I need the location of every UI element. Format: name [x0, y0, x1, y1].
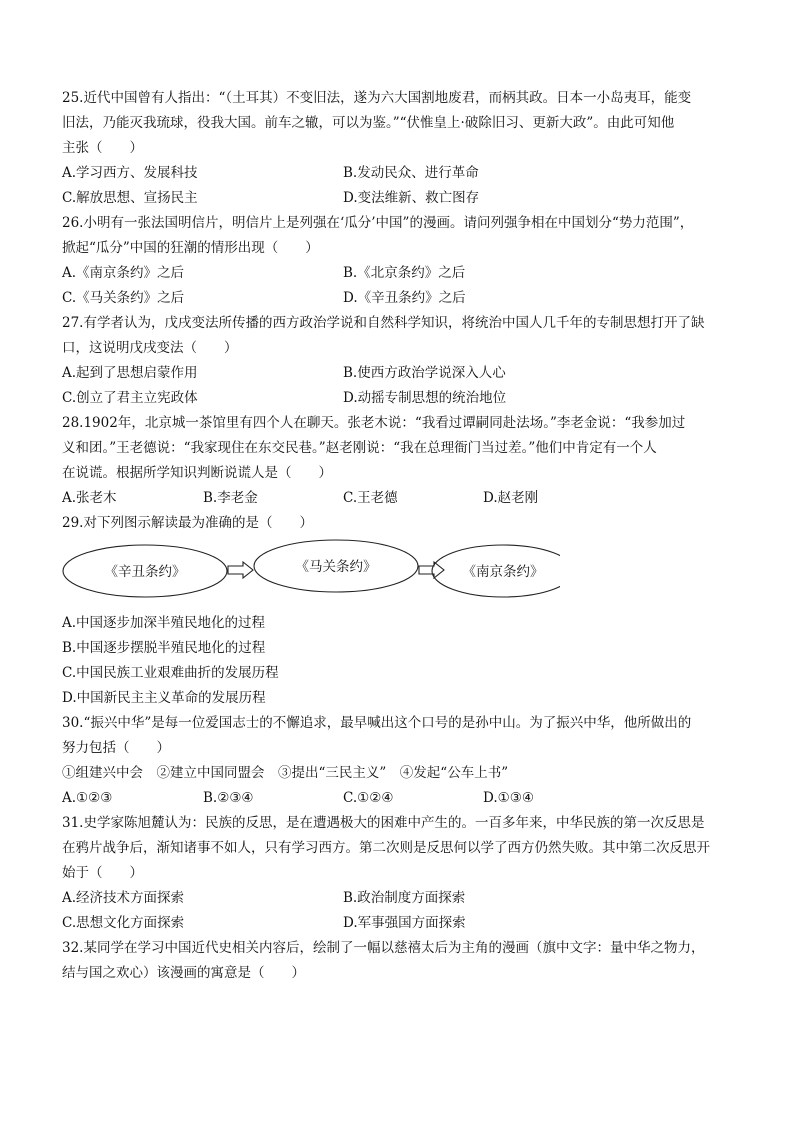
q29-option-a: A.中国逐步加深半殖民地化的过程 — [62, 615, 266, 631]
q28-option-d: D.赵老刚 — [483, 490, 539, 506]
q27-option-a: A.起到了思想启蒙作用 — [62, 365, 198, 381]
q25-option-c: C.解放思想、宣扬民主 — [62, 190, 198, 206]
q28-stem-line2: 义和团。”王老德说：“我家现住在东交民巷。”赵老刚说：“我在总理衙门当过差。”他们中肯定有一个人 — [62, 440, 657, 456]
q29-stem-line1: 29.对下列图示解读最为准确的是（ ） — [62, 515, 313, 531]
q26-stem-line1: 26.小明有一张法国明信片，明信片上是列强在‘瓜分’中国”的漫画。请问列强争相在中国划分“势力范围”， — [62, 215, 694, 231]
q30-stem-line1: 30.“振兴中华”是每一位爱国志士的不懈追求，最早喊出这个口号的是孙中山。为了振兴中华，他所做出的 — [62, 715, 692, 731]
q29-option-b: B.中国逐步摆脱半殖民地化的过程 — [62, 640, 266, 656]
q31-stem-line1: 31.史学家陈旭麓认为：民族的反思，是在遭遇极大的困难中产生的。一百多年来，中华民族的第一次反思是 — [62, 815, 705, 831]
q30-stem-line2: 努力包括（ ） — [62, 740, 170, 756]
q31-option-c: C.思想文化方面探索 — [62, 915, 185, 931]
q26-option-c: C.《马关条约》之后 — [62, 290, 185, 306]
q27-option-d: D.动摇专制思想的统治地位 — [343, 390, 507, 406]
q26-stem-line2: 掀起“瓜分”中国的狂潮的情形出现（ ） — [62, 240, 319, 256]
q28-stem-line1: 28.1902年，北京城一茶馆里有四个人在聊天。张老木说：“我看过谭嗣同赴法场。”李老金说：“我参加过 — [62, 415, 686, 431]
q31-option-b: B.政治制度方面探索 — [343, 890, 466, 906]
q25-option-a: A.学习西方、发展科技 — [62, 165, 198, 181]
q27-option-b: B.使西方政治学说深入人心 — [343, 365, 506, 381]
q30-option-b: B.②③④ — [203, 790, 254, 806]
q26-option-a: A.《南京条约》之后 — [62, 265, 185, 281]
diagram-node-1-label: 《辛丑条约》 — [104, 564, 186, 580]
q29-option-d: D.中国新民主主义革命的发展历程 — [62, 690, 266, 706]
diagram-arrow-1-icon — [228, 562, 253, 578]
diagram-node-3-label: 《南京条约》 — [462, 564, 544, 580]
diagram-node-2-label: 《马关条约》 — [295, 559, 377, 575]
q25-option-d: D.变法维新、救亡图存 — [343, 190, 480, 206]
q30-items: ①组建兴中会 ②建立中国同盟会 ③提出“三民主义” ④发起“公车上书” — [62, 765, 509, 781]
q30-option-d: D.①③④ — [483, 790, 534, 806]
q25-stem-line3: 主张（ ） — [62, 140, 143, 156]
q28-stem-line3: 在说谎。根据所学知识判断说谎人是（ ） — [62, 465, 332, 481]
q26-option-b: B.《北京条约》之后 — [343, 265, 466, 281]
q27-option-c: C.创立了君主立宪政体 — [62, 390, 198, 406]
q27-stem-line1: 27.有学者认为，戊戌变法所传播的西方政治学说和自然科学知识，将统治中国人几千年的专制思想打开了缺 — [62, 315, 705, 331]
q32-stem-line2: 结与国之欢心）该漫画的寓意是（ ） — [62, 965, 305, 981]
q25-stem-line2: 旧法，乃能灭我琉球，役我大国。前车之辙，可以为鉴。”“伏惟皇上·破除旧习、更新大政”。由此可知他 — [62, 115, 675, 131]
q28-option-a: A.张老木 — [62, 490, 117, 506]
q28-option-b: B.李老金 — [203, 490, 258, 506]
q25-option-b: B.发动民众、进行革命 — [343, 165, 479, 181]
q28-option-c: C.王老德 — [343, 490, 398, 506]
q29-option-c: C.中国民族工业艰难曲折的发展历程 — [62, 665, 279, 681]
q31-stem-line2: 在鸦片战争后，渐知诸事不如人，只有学习西方。第二次则是反思何以学了西方仍然失败。其中第二次反思开 — [62, 840, 710, 856]
q32-stem-line1: 32.某同学在学习中国近代史相关内容后，绘制了一幅以慈禧太后为主角的漫画（旗中文字：量中华之物力， — [62, 940, 705, 956]
q30-option-c: C.①②④ — [343, 790, 394, 806]
q30-option-a: A.①②③ — [62, 790, 113, 806]
q31-option-a: A.经济技术方面探索 — [62, 890, 185, 906]
q31-option-d: D.军事强国方面探索 — [343, 915, 466, 931]
q31-stem-line3: 始于（ ） — [62, 865, 143, 881]
q27-stem-line2: 口，这说明戊戌变法（ ） — [62, 340, 238, 356]
q25-stem-line1: 25.近代中国曾有人指出：“（土耳其）不变旧法，遂为六大国割地废君，而柄其政。日本一小岛夷耳，能变 — [62, 90, 692, 106]
treaty-flow-diagram — [60, 538, 560, 608]
q26-option-d: D.《辛丑条约》之后 — [343, 290, 466, 306]
